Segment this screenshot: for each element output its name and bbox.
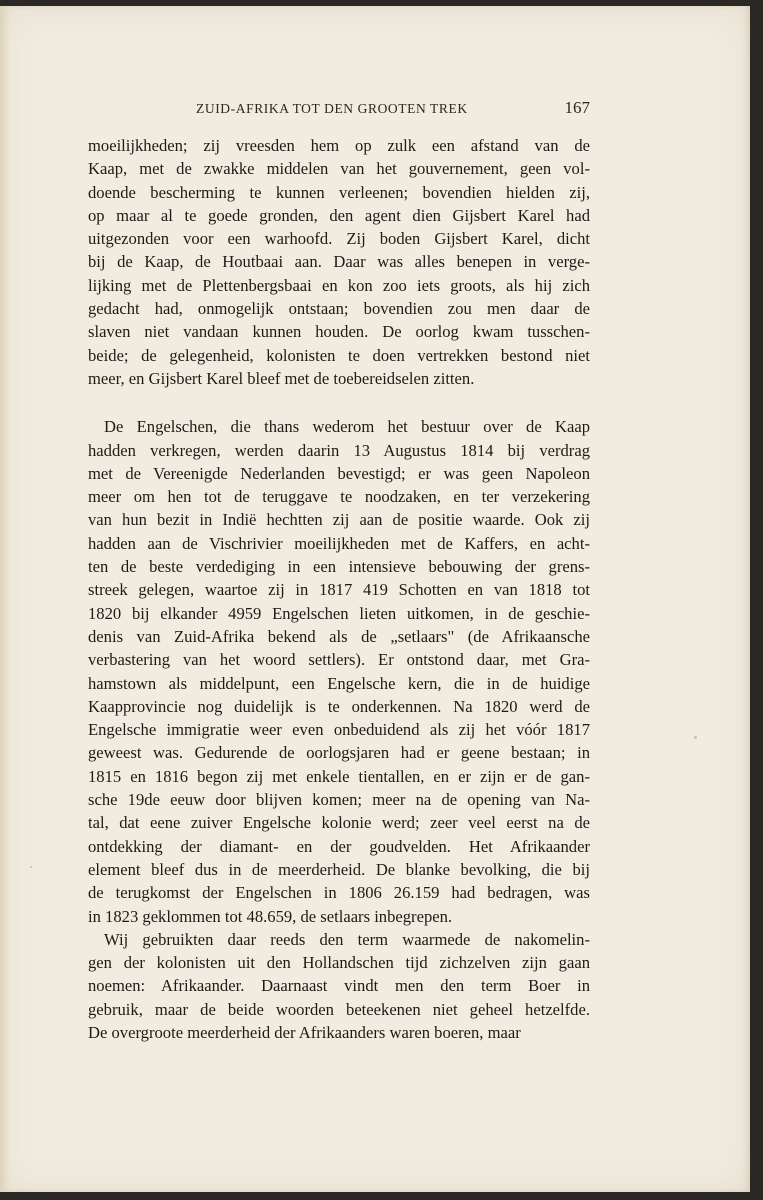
text-line: 1815 en 1816 begon zij met enkele tientallen, en er zijn er de gan- bbox=[88, 766, 590, 786]
paragraph bbox=[88, 928, 590, 1044]
text-line: De Engelschen, die thans wederom het bestuur over de Kaap bbox=[104, 417, 590, 437]
text-line: slaven niet vandaan kunnen houden. De oorlog kwam tusschen- bbox=[88, 322, 590, 342]
paper-speck bbox=[694, 736, 697, 739]
text-line: gebruik, maar de beide woorden beteekenen niet geheel hetzelfde. bbox=[88, 999, 590, 1019]
text-line: lijking met de Plettenbergsbaai en kon zoo iets groots, als hij zich bbox=[88, 275, 590, 295]
text-line: meer, en Gijsbert Karel bleef met de toebereidselen zitten. bbox=[88, 368, 475, 388]
text-line: geweest was. Gedurende de oorlogsjaren had er geene bestaan; in bbox=[88, 743, 590, 763]
text-line: beide; de gelegenheid, kolonisten te doen vertrekken bestond niet bbox=[88, 345, 590, 365]
text-line: noemen: Afrikaander. Daarnaast vindt men den term Boer in bbox=[88, 976, 590, 996]
text-line: uitgezonden voor een warhoofd. Zij boden Gijsbert Karel, dicht bbox=[88, 229, 590, 249]
text-line: gen der kolonisten uit den Hollandschen tijd zichzelven zijn gaan bbox=[88, 953, 590, 973]
text-line: 1820 bij elkander 4959 Engelschen lieten uitkomen, in de geschie- bbox=[88, 603, 590, 623]
book-page bbox=[0, 6, 750, 1192]
text-line: in 1823 geklommen tot 48.659, de setlaars inbegrepen. bbox=[88, 906, 453, 926]
paragraph bbox=[88, 415, 590, 928]
text-line: Wij gebruikten daar reeds den term waarmede de nakomelin- bbox=[104, 929, 590, 949]
text-line: streek gelegen, waartoe zij in 1817 419 Schotten en van 1818 tot bbox=[88, 580, 590, 600]
paragraph-gap bbox=[88, 390, 590, 415]
text-line: moeilijkheden; zij vreesden hem op zulk een afstand van de bbox=[88, 136, 590, 155]
running-head: ZUID-AFRIKA TOT DEN GROOTEN TREK bbox=[196, 101, 468, 116]
text-line: De overgroote meerderheid der Afrikaanders waren boeren, maar bbox=[88, 1022, 521, 1042]
text-line: hamstown als middelpunt, een Engelsche kern, die in de huidige bbox=[88, 673, 590, 693]
text-line: Kaap, met de zwakke middelen van het gouvernement, geen vol- bbox=[88, 159, 590, 179]
text-line: Engelsche immigratie weer even onbeduidend als zij het vóór 1817 bbox=[88, 720, 590, 740]
text-line: hadden aan de Vischrivier moeilijkheden met de Kaffers, en acht- bbox=[88, 533, 590, 553]
page-edge-shadow bbox=[0, 6, 10, 1192]
text-line: ontdekking der diamant- en der goudvelden. Het Afrikaander bbox=[88, 836, 590, 856]
text-line: bij de Kaap, de Houtbaai aan. Daar was alles benepen in verge- bbox=[88, 252, 590, 272]
text-line: verbastering van het woord settlers). Er ontstond daar, met Gra- bbox=[88, 650, 590, 670]
text-line: doende bescherming te kunnen verleenen; bovendien hielden zij, bbox=[88, 182, 590, 202]
paragraph bbox=[88, 134, 590, 390]
text-line: hadden verkregen, werden daarin 13 Augustus 1814 bij verdrag bbox=[88, 440, 590, 460]
text-line: tal, dat eene zuiver Engelsche kolonie werd; zeer veel eerst na de bbox=[88, 813, 590, 833]
page-number: 167 bbox=[564, 98, 590, 117]
text-line: met de Vereenigde Nederlanden bevestigd; er was geen Napoleon bbox=[88, 463, 590, 483]
body-text bbox=[88, 134, 590, 1044]
text-line: Kaapprovincie nog duidelijk is te onderkennen. Na 1820 werd de bbox=[88, 696, 590, 716]
text-line: element bleef dus in de meerderheid. De blanke bevolking, die bij bbox=[88, 859, 590, 879]
text-line: sche 19de eeuw door blijven komen; meer na de opening van Na- bbox=[88, 790, 590, 810]
paper-speck bbox=[30, 866, 32, 868]
text-line: van hun bezit in Indië hechtten zij aan de positie waarde. Ook zij bbox=[88, 510, 590, 530]
text-line: op maar al te goede gronden, den agent dien Gijsbert Karel had bbox=[88, 205, 590, 225]
text-line: ten de beste verdediging in een intensieve bebouwing der grens- bbox=[88, 557, 590, 577]
text-line: gedacht had, onmogelijk ontstaan; bovendien zou men daar de bbox=[88, 299, 590, 319]
text-line: meer om hen tot de teruggave te noodzaken, en ter verzekering bbox=[88, 487, 590, 507]
page-header bbox=[88, 98, 590, 120]
text-line: denis van Zuid-Afrika bekend als de „setlaars" (de Afrikaansche bbox=[88, 626, 590, 646]
text-line: de terugkomst der Engelschen in 1806 26.159 had bedragen, was bbox=[88, 883, 590, 903]
